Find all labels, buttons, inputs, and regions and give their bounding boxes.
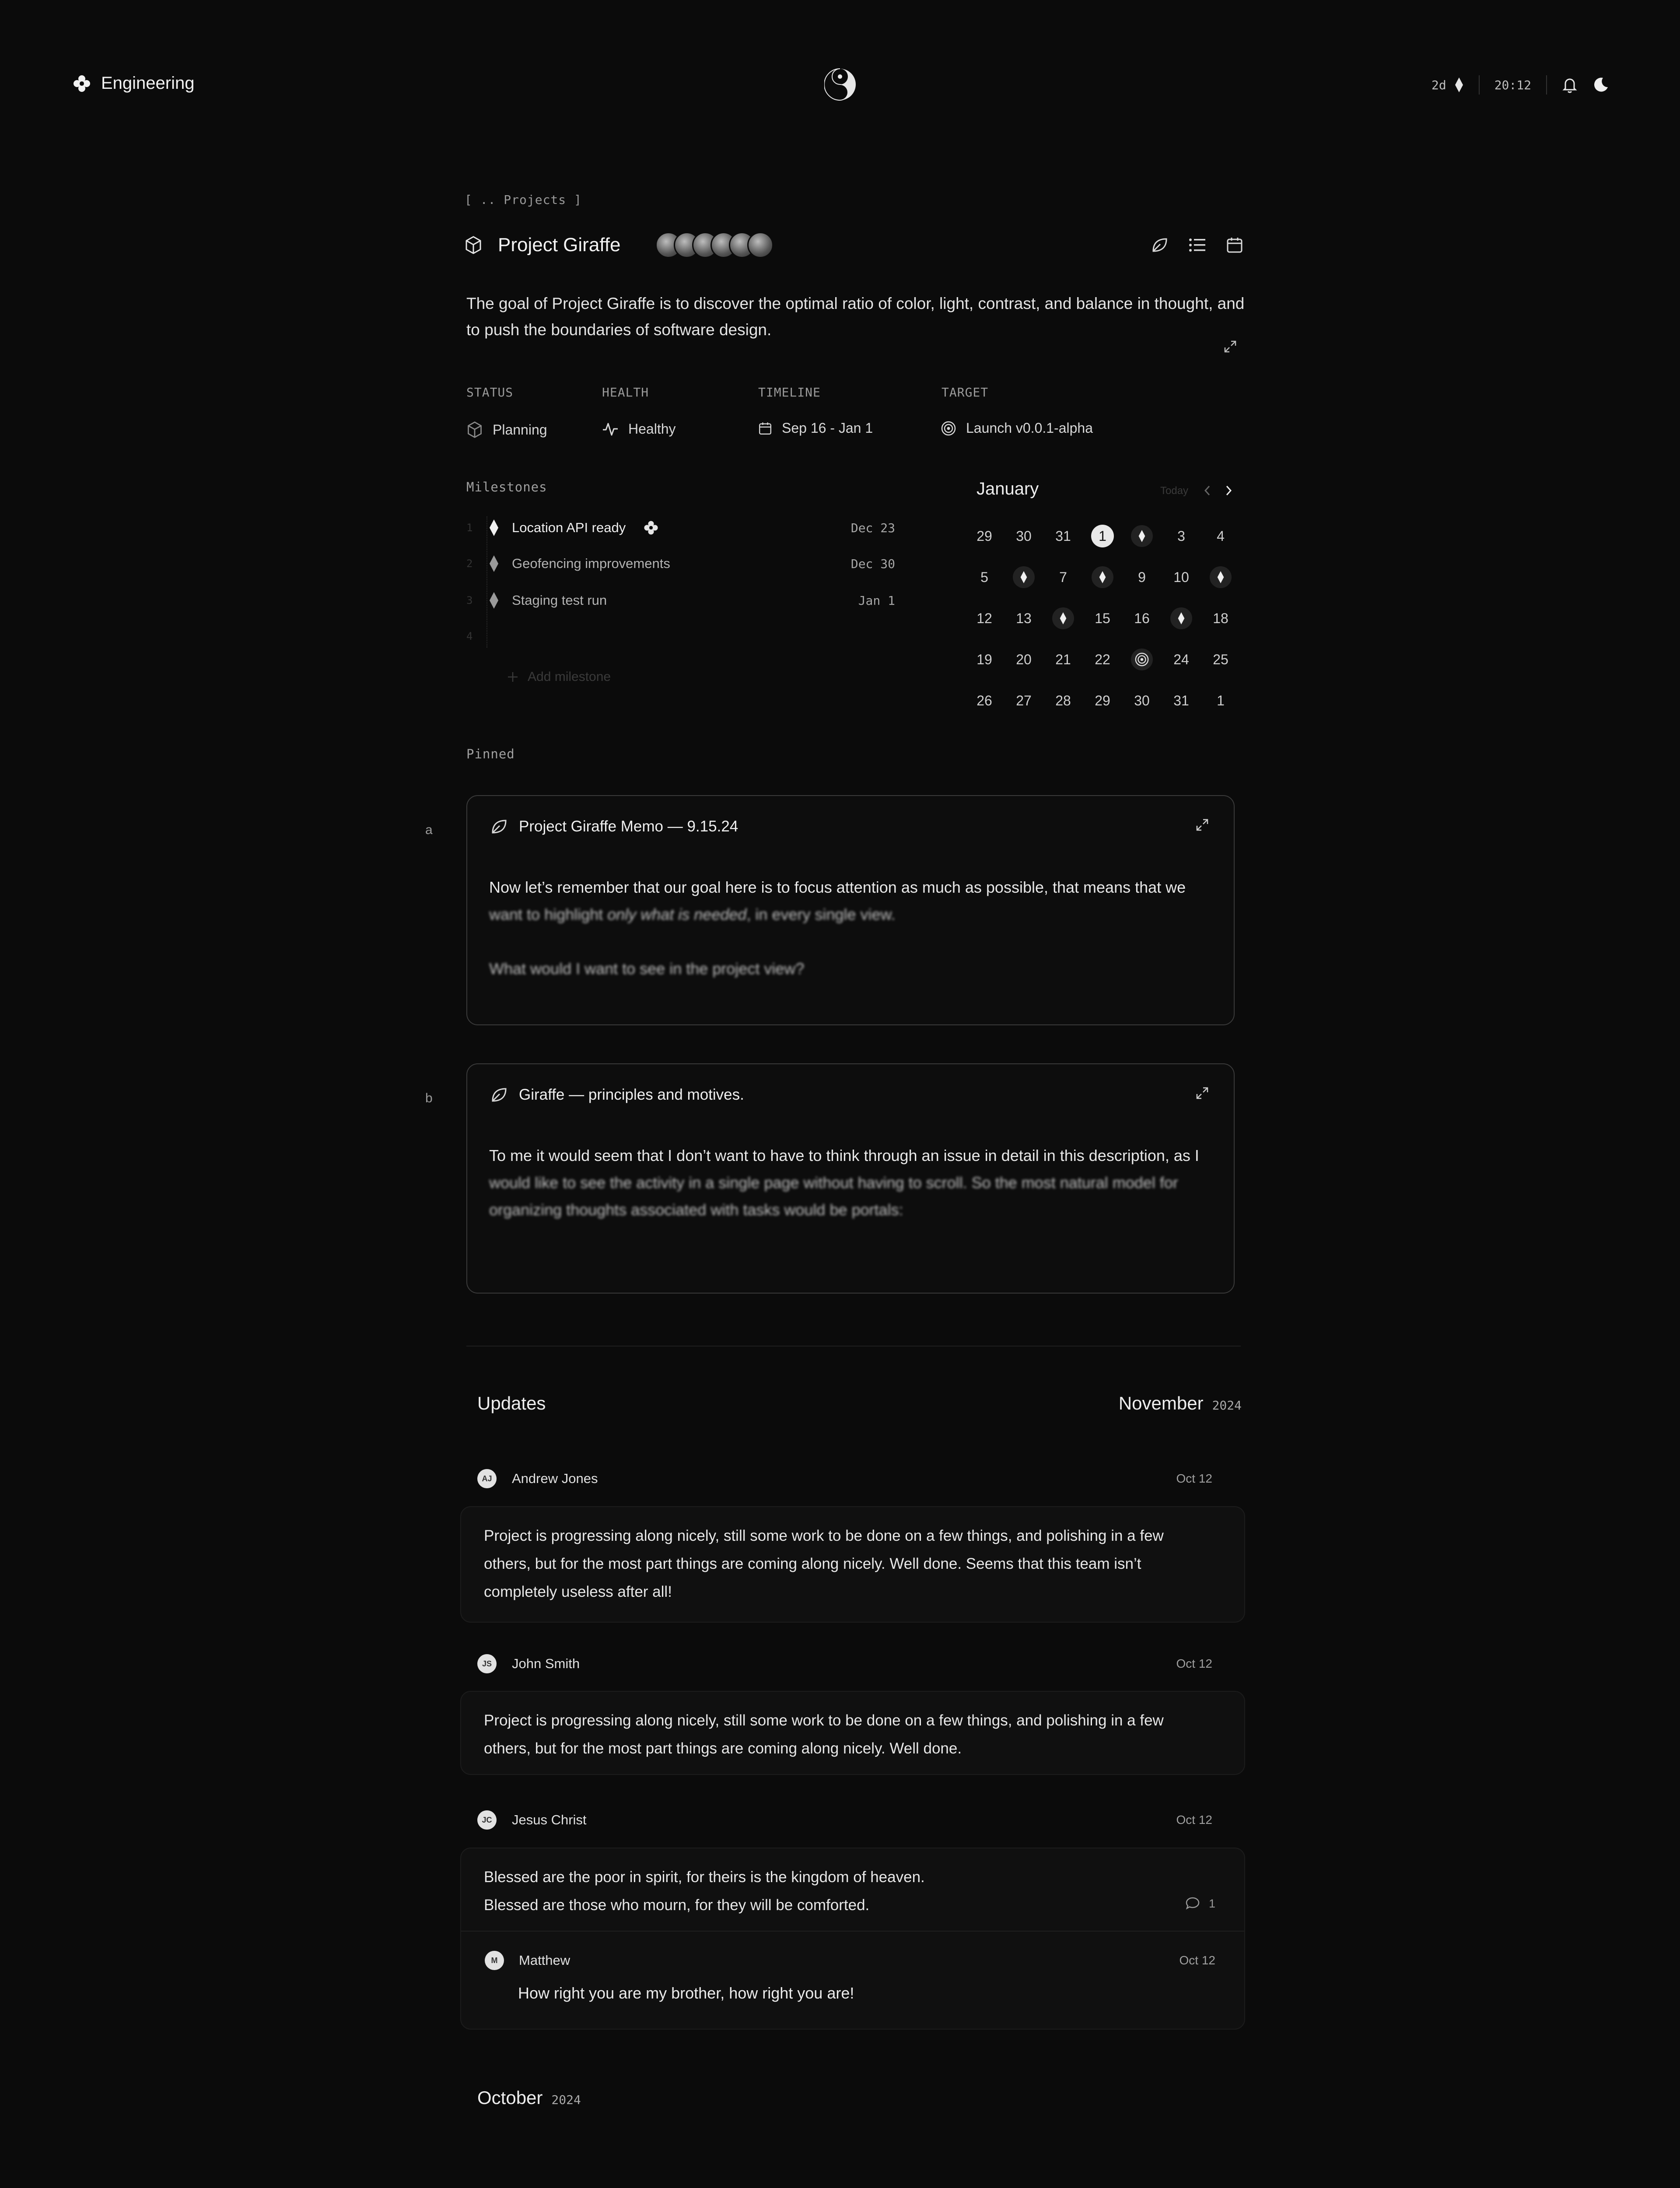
update-date: Oct 12 — [1176, 1472, 1212, 1485]
milestone-row[interactable] — [466, 587, 895, 614]
pinned-label: Pinned — [466, 747, 515, 761]
streak-value: 2d — [1431, 77, 1446, 92]
calendar-day[interactable] — [1122, 648, 1162, 671]
milestone-name: Geofencing improvements — [512, 556, 670, 571]
card-text-line: What would I want to see in the project view? — [489, 960, 805, 978]
calendar-day[interactable] — [1004, 565, 1043, 589]
milestone-date: Dec 30 — [850, 556, 895, 571]
card-text-line: To me it would seem that I don’t want to have to think through an issue in detail in this description, as I — [489, 1147, 1199, 1164]
card-title: Giraffe — principles and motives. — [519, 1086, 744, 1103]
calendar-day[interactable]: 20 — [1016, 651, 1032, 667]
calendar-day[interactable]: 15 — [1095, 610, 1110, 626]
reply-text: How right you are my brother, how right you are! — [518, 1984, 854, 2002]
calendar-day[interactable]: 5 — [980, 569, 988, 585]
today-marker: 1 — [1091, 525, 1114, 547]
header-divider — [1546, 75, 1547, 95]
pulse-icon — [602, 422, 619, 437]
add-milestone-button[interactable] — [507, 670, 611, 684]
status-selector[interactable] — [466, 421, 547, 438]
milestone-name: Location API ready — [512, 520, 626, 535]
health-selector[interactable] — [602, 421, 676, 437]
calendar-day[interactable]: 25 — [1213, 651, 1228, 667]
reply-divider — [461, 1931, 1244, 1932]
cube-icon — [466, 421, 483, 438]
diamond-icon — [488, 592, 500, 609]
update-date: Oct 12 — [1176, 1813, 1212, 1827]
calendar-day[interactable]: 29 — [1095, 692, 1110, 708]
update-card[interactable] — [460, 1848, 1245, 2030]
leaf-icon — [490, 1086, 508, 1104]
milestone-row-empty — [466, 623, 895, 649]
calendar-day[interactable]: 28 — [1055, 692, 1071, 708]
avatar: AJ — [477, 1469, 497, 1488]
calendar-day[interactable]: 12 — [976, 610, 992, 626]
calendar-day[interactable]: 26 — [976, 692, 992, 708]
calendar-day[interactable]: 10 — [1173, 569, 1189, 585]
calendar-day[interactable]: 31 — [1173, 692, 1189, 708]
target-value: Launch v0.0.1-alpha — [966, 420, 1093, 436]
target-label: TARGET — [942, 385, 989, 400]
milestone-number: 1 — [466, 522, 473, 534]
month-year: 2024 — [1212, 1398, 1242, 1413]
calendar-day[interactable]: 30 — [1016, 528, 1032, 544]
card-body — [489, 1142, 1207, 1224]
calendar-month: January — [976, 479, 1039, 498]
card-title: Project Giraffe Memo — 9.15.24 — [519, 818, 738, 835]
calendar-day[interactable]: 13 — [1016, 610, 1032, 626]
page-title: Project Giraffe — [498, 234, 621, 256]
milestone-number: 4 — [466, 630, 473, 642]
calendar-day[interactable]: 24 — [1173, 651, 1189, 667]
calendar-day[interactable]: 22 — [1095, 651, 1110, 667]
target-icon — [941, 421, 956, 436]
calendar-icon[interactable] — [1226, 236, 1243, 254]
calendar-day[interactable] — [1083, 524, 1122, 548]
yin-yang-logo[interactable] — [824, 67, 856, 105]
update-author — [477, 1654, 1212, 1673]
update-author — [477, 1469, 1212, 1488]
pinned-card[interactable] — [466, 795, 1235, 1025]
list-icon[interactable] — [1188, 236, 1206, 254]
milestone-row[interactable] — [466, 515, 895, 541]
timeline-label: TIMELINE — [758, 385, 821, 400]
calendar-day[interactable] — [1083, 565, 1122, 589]
diamond-icon — [1210, 566, 1232, 588]
month-name: November — [1118, 1393, 1204, 1413]
card-text-line: Now let’s remember that our goal here is to focus attention as much as possible, that means that we — [489, 878, 1186, 896]
card-shortcut-letter: b — [425, 1091, 433, 1105]
card-shortcut-letter: a — [425, 823, 433, 837]
add-milestone-label: Add milestone — [528, 670, 611, 684]
milestone-name: Staging test run — [512, 593, 607, 608]
update-text: Blessed are the poor in spirit, for theirs is the kingdom of heaven. Blessed are those who mourn, for they will be comforted. — [484, 1869, 925, 1914]
clock: 20:12 — [1494, 77, 1531, 92]
calendar-day[interactable] — [1043, 607, 1083, 630]
milestone-row[interactable] — [466, 551, 895, 577]
timeline-selector[interactable] — [758, 420, 873, 436]
diamond-icon — [1052, 607, 1074, 629]
author-name[interactable]: Matthew — [519, 1953, 570, 1968]
avatar — [747, 232, 774, 258]
update-date: Oct 12 — [1176, 1657, 1212, 1670]
milestones-label: Milestones — [466, 480, 547, 494]
pinned-card[interactable] — [466, 1063, 1235, 1294]
avatar: JS — [477, 1654, 497, 1673]
diamond-icon — [1170, 607, 1192, 629]
diamond-icon — [1131, 525, 1153, 547]
updates-title: Updates — [477, 1393, 546, 1413]
update-card[interactable] — [460, 1506, 1245, 1623]
month-name: October — [477, 2087, 543, 2108]
milestone-date: Dec 23 — [850, 520, 895, 535]
calendar-day[interactable]: 9 — [1138, 569, 1146, 585]
calendar-day[interactable]: 4 — [1217, 528, 1225, 544]
health-value: Healthy — [628, 421, 676, 437]
avatar: JC — [477, 1810, 497, 1830]
milestone-number: 2 — [466, 558, 473, 570]
calendar-day[interactable]: 1 — [1217, 692, 1225, 708]
author-name[interactable]: Jesus Christ — [512, 1812, 587, 1827]
diamond-icon — [488, 519, 500, 536]
update-text: Project is progressing along nicely, still some work to be done on a few things, and polishing in a few others, but for the most part things are coming along nicely. Well done. — [484, 1712, 1164, 1757]
month-header — [1119, 1393, 1242, 1414]
card-text-line: organizing thoughts associated with tasks would be portals: — [489, 1201, 903, 1219]
diamond-icon — [1092, 566, 1113, 588]
chevron-left-icon[interactable] — [1203, 484, 1212, 497]
comment-icon — [1185, 1897, 1200, 1911]
author-name[interactable]: John Smith — [512, 1656, 580, 1671]
gear-icon — [643, 520, 659, 536]
workspace-name: Engineering — [101, 74, 195, 93]
calendar-day[interactable]: 19 — [976, 651, 992, 667]
cube-icon — [465, 235, 482, 255]
status-label: STATUS — [466, 385, 514, 400]
card-text-line: want to highlight only what is needed, in every single view. — [489, 905, 896, 923]
leaf-icon[interactable] — [1151, 236, 1168, 254]
calendar-day[interactable] — [1162, 607, 1201, 630]
moon-icon[interactable] — [1592, 77, 1609, 93]
expand-icon[interactable] — [1195, 818, 1209, 832]
streak-indicator[interactable] — [1432, 77, 1464, 92]
milestone-date: Jan 1 — [858, 593, 895, 608]
calendar-day[interactable]: 27 — [1016, 692, 1032, 708]
update-author — [477, 1810, 1212, 1830]
card-body — [489, 874, 1207, 982]
calendar-day[interactable]: 31 — [1055, 528, 1071, 544]
author-name[interactable]: Andrew Jones — [512, 1471, 598, 1486]
calendar-day[interactable] — [1201, 565, 1240, 589]
target-icon — [1131, 649, 1153, 670]
health-label: HEALTH — [602, 385, 649, 400]
today-button[interactable]: Today — [1160, 485, 1189, 497]
avatar: M — [485, 1951, 504, 1970]
reply-author — [485, 1951, 1215, 1970]
calendar-day[interactable] — [1122, 524, 1162, 548]
plus-icon — [507, 671, 519, 683]
comment-count-button[interactable] — [1185, 1897, 1215, 1911]
month-year: 2024 — [551, 2093, 581, 2107]
workspace-switcher[interactable] — [72, 74, 195, 93]
expand-icon[interactable] — [1195, 1086, 1209, 1100]
calendar-grid — [965, 524, 1240, 712]
header-divider — [1479, 75, 1480, 95]
chevron-right-icon[interactable] — [1224, 484, 1233, 497]
calendar-day[interactable]: 7 — [1059, 569, 1067, 585]
reply-date: Oct 12 — [1179, 1953, 1215, 1967]
flower-icon — [72, 74, 91, 93]
calendar-day[interactable]: 16 — [1134, 610, 1150, 626]
calendar-day[interactable]: 21 — [1055, 651, 1071, 667]
calendar-day[interactable]: 18 — [1213, 610, 1228, 626]
project-description: The goal of Project Giraffe is to discover the optimal ratio of color, light, contrast, and balance in thought, and to push the boundaries of software design. — [466, 295, 1245, 339]
member-avatars[interactable] — [655, 232, 774, 258]
update-text: Project is progressing along nicely, still some work to be done on a few things, and polishing in a few others, but for the most part things are coming along nicely. Well done. Seems that this team isn’t completely useless after all! — [484, 1527, 1164, 1600]
calendar-day[interactable]: 29 — [976, 528, 992, 544]
milestone-number: 3 — [466, 594, 473, 607]
status-value: Planning — [493, 421, 547, 438]
card-text-line: would like to see the activity in a single page without having to scroll. So the most natural model for — [489, 1174, 1178, 1192]
expand-icon[interactable] — [1223, 340, 1237, 354]
diamond-icon — [1454, 77, 1464, 92]
timeline-value: Sep 16 - Jan 1 — [782, 420, 873, 436]
diamond-icon — [488, 555, 500, 572]
month-header — [477, 2087, 581, 2108]
leaf-icon — [490, 818, 508, 835]
diamond-icon — [1013, 566, 1035, 588]
target-selector[interactable] — [941, 420, 1093, 436]
bell-icon[interactable] — [1562, 76, 1578, 94]
update-card[interactable] — [460, 1691, 1245, 1775]
breadcrumb[interactable]: [ .. Projects ] — [465, 193, 582, 207]
calendar-icon — [758, 421, 772, 435]
calendar-day[interactable]: 30 — [1134, 692, 1150, 708]
comment-count: 1 — [1208, 1897, 1215, 1910]
calendar-day[interactable]: 3 — [1177, 528, 1185, 544]
